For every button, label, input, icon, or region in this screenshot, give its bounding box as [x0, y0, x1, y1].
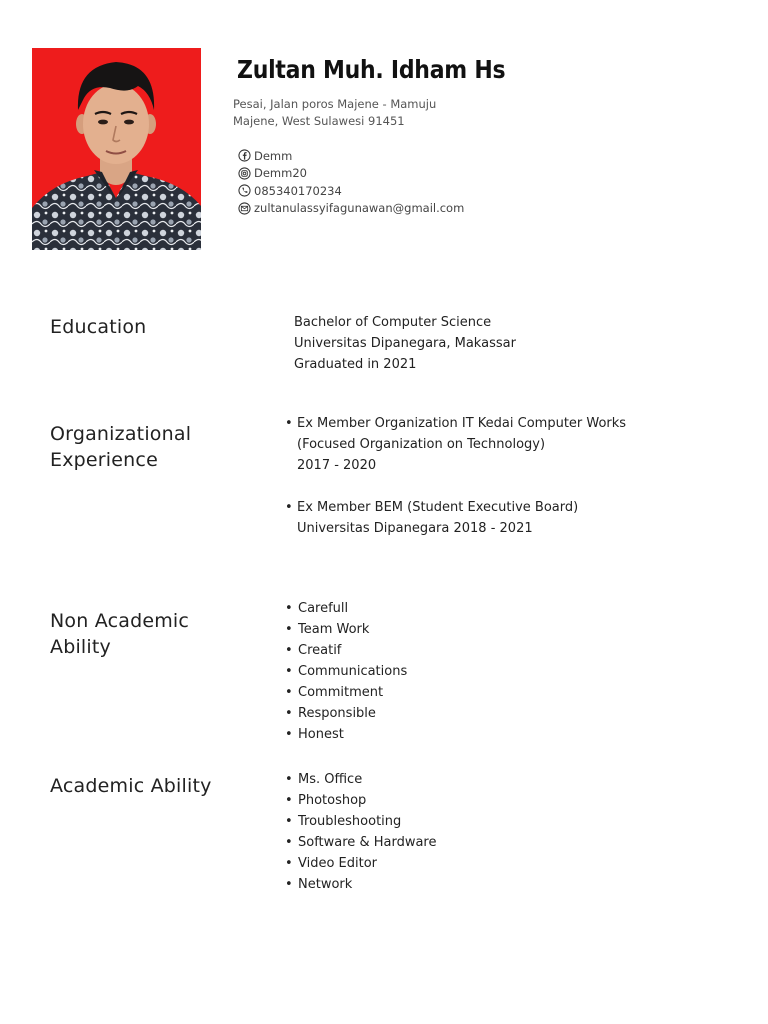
list-item: • Network: [285, 874, 436, 895]
list-item: • Responsible: [285, 703, 407, 724]
candidate-name: Zultan Muh. Idham Hs: [237, 55, 506, 84]
org-item: [285, 413, 626, 476]
instagram-icon: [238, 167, 251, 180]
instagram-handle: Demm20: [254, 166, 307, 181]
education-details: [294, 312, 516, 375]
degree: Bachelor of Computer Science: [294, 315, 492, 330]
facebook-icon: [238, 149, 251, 162]
address: [233, 96, 436, 130]
org-item-line: 2017 - 2020: [297, 458, 377, 473]
bullet: •: [285, 416, 293, 431]
org-item-line: (Focused Organization on Technology): [297, 437, 546, 452]
contact-phone[interactable]: [238, 182, 464, 200]
profile-photo: [32, 48, 201, 250]
academic-heading: Academic Ability: [50, 775, 212, 797]
list-item: • Software & Hardware: [285, 832, 436, 853]
bullet: •: [285, 500, 293, 515]
organizational-heading-line-1: Organizational: [50, 423, 192, 445]
org-item-line: Ex Member BEM (Student Executive Board): [297, 500, 579, 515]
list-item: • Ms. Office: [285, 769, 436, 790]
academic-list: [285, 769, 436, 895]
address-line-1: Pesai, Jalan poros Majene - Mamuju: [233, 97, 437, 111]
list-item: • Video Editor: [285, 853, 436, 874]
contact-email[interactable]: [238, 200, 464, 218]
list-item: • Honest: [285, 724, 407, 745]
university: Universitas Dipanegara, Makassar: [294, 336, 516, 351]
graduation-year: Graduated in 2021: [294, 357, 417, 372]
list-item: • Photoshop: [285, 790, 436, 811]
non-academic-heading-line-1: Non Academic: [50, 610, 190, 632]
org-item-line: Universitas Dipanegara 2018 - 2021: [297, 521, 533, 536]
facebook-handle: Demm: [254, 148, 293, 163]
contact-instagram[interactable]: [238, 165, 464, 183]
org-item: [285, 497, 578, 539]
organizational-heading-line-2: Experience: [50, 449, 158, 471]
list-item: • Troubleshooting: [285, 811, 436, 832]
list-item: • Communications: [285, 661, 407, 682]
education-heading: Education: [50, 316, 147, 338]
list-item: • Carefull: [285, 598, 407, 619]
organizational-heading: [50, 421, 191, 473]
email-address: zultanulassyifagunawan@gmail.com: [254, 201, 465, 216]
list-item: • Creatif: [285, 640, 407, 661]
org-item-line: Ex Member Organization IT Kedai Computer Works: [297, 416, 627, 431]
non-academic-list: [285, 598, 407, 745]
list-item: • Team Work: [285, 619, 407, 640]
list-item: • Commitment: [285, 682, 407, 703]
phone-number: 085340170234: [254, 183, 342, 198]
non-academic-heading: [50, 608, 189, 660]
email-icon: [238, 202, 251, 215]
contact-facebook[interactable]: [238, 147, 464, 165]
phone-icon: [238, 184, 251, 197]
non-academic-heading-line-2: Ability: [50, 636, 111, 658]
address-line-2: Majene, West Sulawesi 91451: [233, 114, 405, 128]
contact-list: [238, 147, 464, 217]
